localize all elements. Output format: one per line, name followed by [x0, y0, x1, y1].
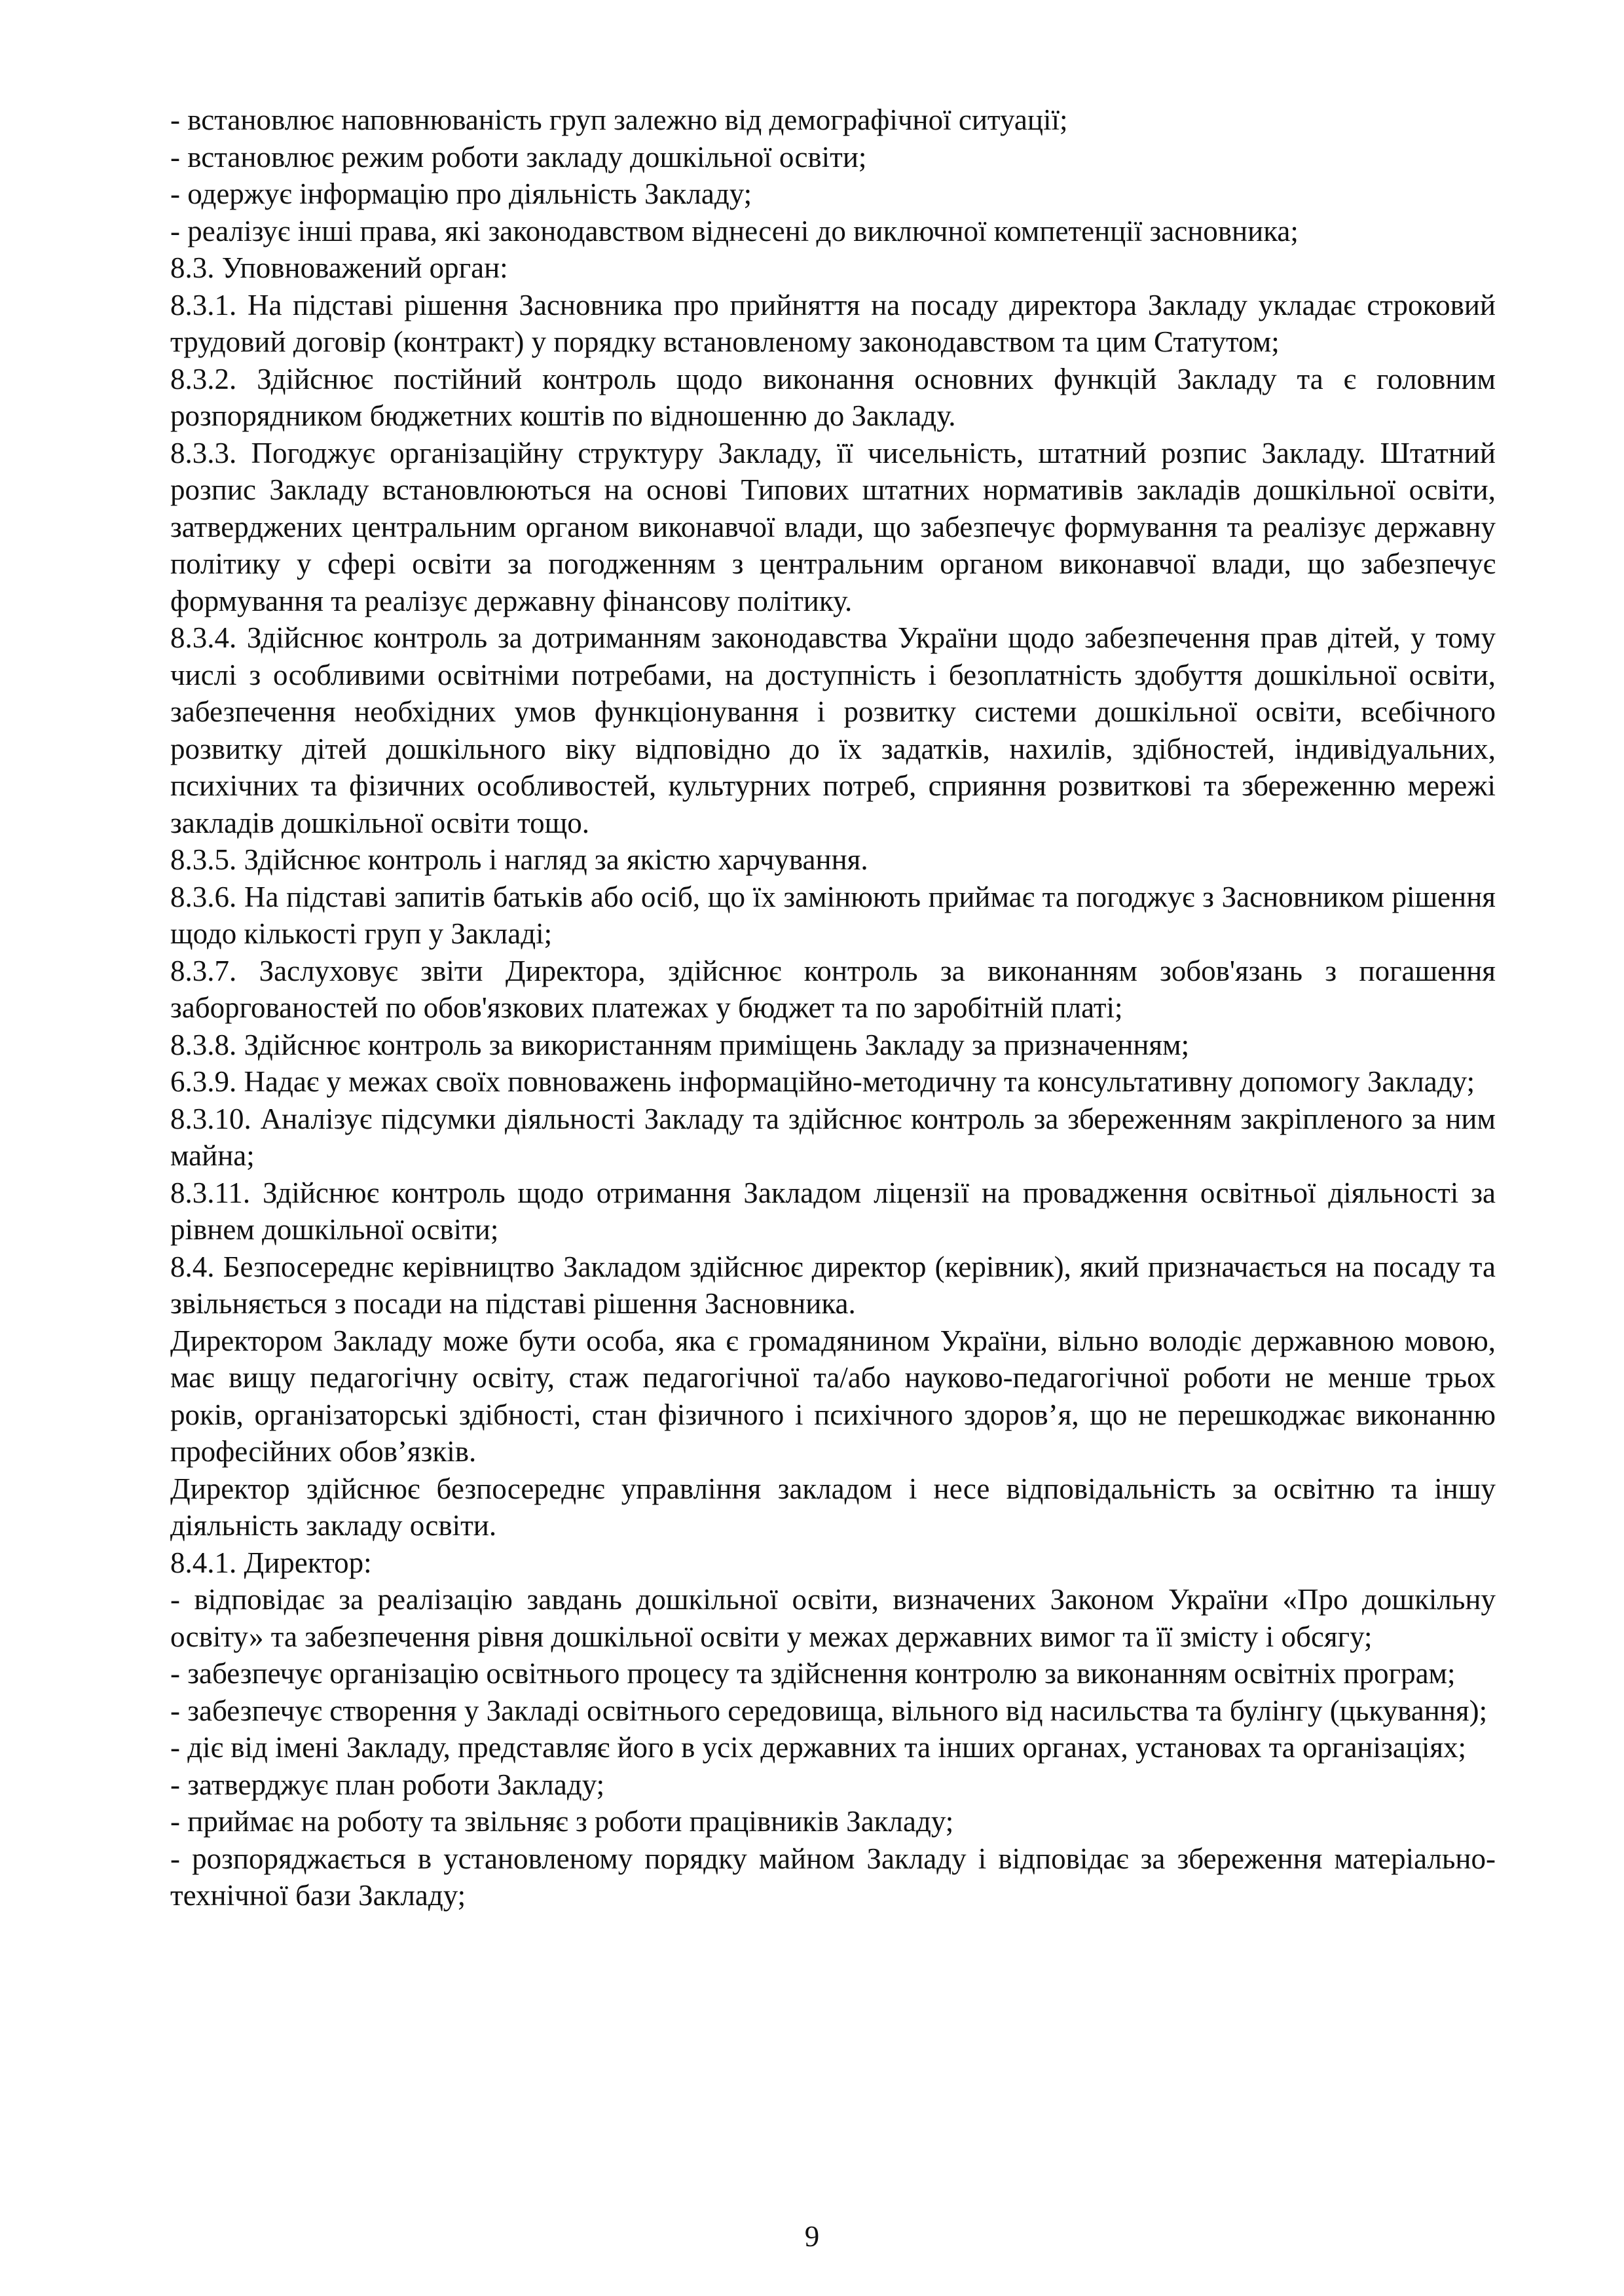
paragraph: 6.3.9. Надає у межах своїх повноважень інформаційно-методичну та консультативну допомогу Закладу;: [170, 1065, 1475, 1098]
paragraph: 8.3.4. Здійснює контроль за дотриманням законодавства України щодо забезпечення прав дітей, у тому числі з особливими освітніми потребами, на доступність і безоплатність здобуття дошкільної освіти, забезпечення необхідних умов функціонування і розвитку системи дошкільної освіти, всебічного розвитку дітей дошкільного віку відповідно до їх задатків, нахилів, здібностей, індивідуальних, психічних та фізичних особливостей, культурних потреб, сприяння розвиткові та збереженню мережі закладів дошкільної освіти тощо.: [170, 621, 1496, 839]
paragraph: 8.3.11. Здійснює контроль щодо отримання Закладом ліцензії на провадження освітньої діяльності за рівнем дошкільної освіти;: [170, 1176, 1496, 1246]
paragraph: 8.4. Безпосереднє керівництво Закладом здійснює директор (керівник), який призначається на посаду та звільняється з посади на підставі рішення Засновника.: [170, 1250, 1496, 1320]
paragraph: 8.3.2. Здійснює постійний контроль щодо виконання основних функцій Закладу та є головним розпорядником бюджетних коштів по відношенню до Закладу.: [170, 362, 1496, 432]
document-body: [170, 101, 1496, 1914]
section-heading: 8.4.1. Директор:: [170, 1546, 372, 1579]
paragraph: - затверджує план роботи Закладу;: [170, 1768, 605, 1801]
paragraph: Директором Закладу може бути особа, яка є громадянином України, вільно володіє державною мовою, має вищу педагогічну освіту, стаж педагогічної та/або науково-педагогічної роботи не менше трьох років, організаторські здібності, стан фізичного і психічного здоров’я, що не перешкоджає виконанню професійних обов’язків.: [170, 1324, 1496, 1468]
paragraph: - реалізує інші права, які законодавством віднесені до виключної компетенції засновника;: [170, 214, 1299, 247]
paragraph: - встановлює наповнюваність груп залежно від демографічної ситуації;: [170, 103, 1068, 136]
paragraph: Директор здійснює безпосереднє управління закладом і несе відповідальність за освітню та іншу діяльність закладу освіти.: [170, 1472, 1496, 1542]
paragraph: - встановлює режим роботи закладу дошкільної освіти;: [170, 140, 867, 173]
paragraph: - забезпечує організацію освітнього процесу та здійснення контролю за виконанням освітніх програм;: [170, 1657, 1456, 1690]
paragraph: - діє від імені Закладу, представляє його в усіх державних та інших органах, установах та організаціях;: [170, 1731, 1467, 1764]
paragraph: 8.3.3. Погоджує організаційну структуру Закладу, її чисельність, штатний розпис Закладу. Штатний розпис Закладу встановлюються на основі Типових штатних нормативів закладів дошкільної освіти, затверджених центральним органом виконавчої влади, що забезпечує формування та реалізує державну політику у сфері освіти за погодженням з центральним органом виконавчої влади, що забезпечує формування та реалізує державну фінансову політику.: [170, 436, 1496, 617]
paragraph: 8.3.8. Здійснює контроль за використанням приміщень Закладу за призначенням;: [170, 1028, 1190, 1061]
paragraph: 8.3.7. Заслуховує звіти Директора, здійснює контроль за виконанням зобов'язань з погашення заборгованостей по обов'язкових платежах у бюджет та по заробітній платі;: [170, 954, 1496, 1024]
paragraph: - одержує інформацію про діяльність Закладу;: [170, 177, 752, 210]
paragraph: - забезпечує створення у Закладі освітнього середовища, вільного від насильства та булінгу (цькування);: [170, 1694, 1488, 1727]
paragraph: 8.3.1. На підставі рішення Засновника про прийняття на посаду директора Закладу укладає строковий трудовий договір (контракт) у порядку встановленому законодавством та цим Статутом;: [170, 288, 1496, 358]
paragraph: 8.3.10. Аналізує підсумки діяльності Закладу та здійснює контроль за збереженням закріпленого за ним майна;: [170, 1102, 1496, 1172]
page-number: 9: [804, 2220, 820, 2253]
paragraph: - розпоряджається в установленому порядку майном Закладу і відповідає за збереження матеріально-технічної бази Закладу;: [170, 1842, 1496, 1912]
paragraph: 8.3.5. Здійснює контроль і нагляд за якістю харчування.: [170, 843, 868, 876]
paragraph: 8.3.6. На підставі запитів батьків або осіб, що їх замінюють приймає та погоджує з Засновником рішення щодо кількості груп у Закладі;: [170, 880, 1496, 950]
paragraph: - приймає на роботу та звільняє з роботи працівників Закладу;: [170, 1805, 954, 1838]
section-heading: 8.3. Уповноважений орган:: [170, 251, 508, 284]
paragraph: - відповідає за реалізацію завдань дошкільної освіти, визначених Законом України «Про дошкільну освіту» та забезпечення рівня дошкільної освіти у межах державних вимог та її змісту і обсягу;: [170, 1583, 1496, 1653]
